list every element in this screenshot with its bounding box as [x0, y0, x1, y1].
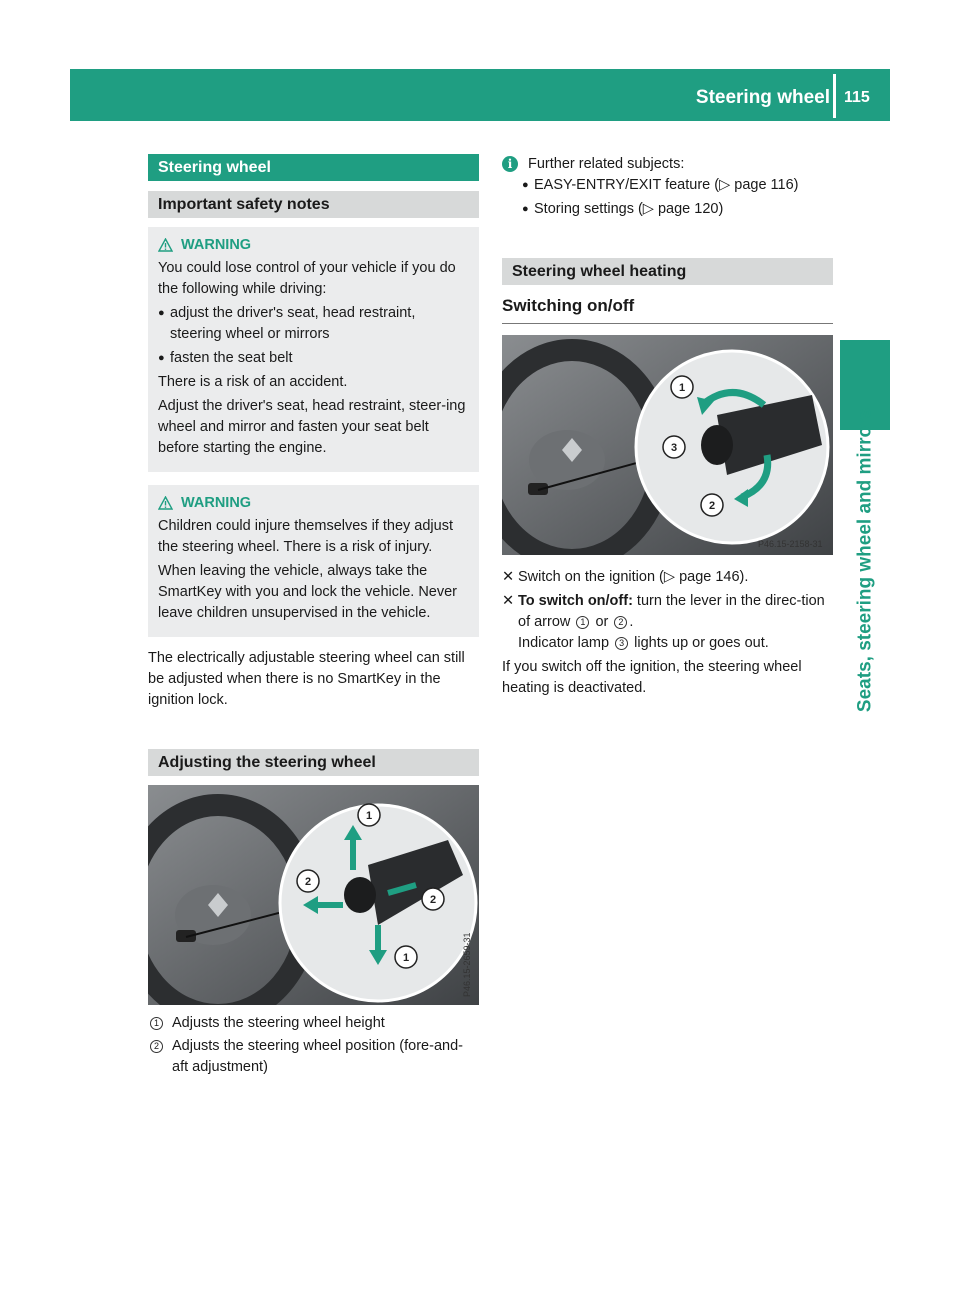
warning-risk: There is a risk of an accident. — [158, 374, 348, 390]
subsection-heading-heating: Steering wheel heating — [502, 258, 833, 285]
action-step: ✕ To switch on/off: turn the lever in the direc-tion of arrow 1 or 2 . Indicator lamp 3 lights up or goes out. — [502, 591, 833, 654]
subsection-heading-safety: Important safety notes — [148, 191, 479, 218]
bullet-icon: ● — [522, 203, 529, 215]
warning-intro: You could lose control of your vehicle if you do the following while driving: — [158, 260, 456, 297]
warning-text-smartkey: When leaving the vehicle, always take the SmartKey with you and lock the vehicle. Never leave children unsupervised in the vehicle. — [158, 563, 457, 621]
callout-1: 1 — [678, 382, 686, 394]
callout-1: 1 — [402, 952, 410, 964]
callout-2: 2 — [304, 876, 312, 888]
info-label: Further related subjects: — [528, 156, 685, 172]
list-item — [522, 199, 799, 220]
callout-number: 1 — [150, 1017, 163, 1030]
callout-2: 2 — [429, 894, 437, 906]
section-heading: Steering wheel — [148, 154, 479, 181]
paragraph-heating-deactivated: If you switch off the ignition, the steering wheel heating is deactivated. — [502, 659, 802, 696]
left-column — [148, 154, 479, 1080]
callout-2: 2 — [708, 500, 716, 512]
warning-box-1 — [148, 227, 479, 472]
header-title: Steering wheel — [695, 87, 830, 108]
warning-advice: Adjust the driver's seat, head restraint, steer-ing wheel and mirror and fasten your seat belt before starting the engine. — [158, 398, 466, 456]
steering-adjust-illustration — [148, 785, 479, 1005]
side-tab-label: Seats, steering wheel and mirrors — [854, 407, 876, 713]
callout-number: 1 — [576, 616, 589, 629]
page-number: 115 — [844, 89, 870, 106]
action-arrow-icon: ✕ — [502, 569, 515, 585]
list-item: ● adjust the driver's seat, head restraint, steering wheel or mirrors — [158, 303, 469, 345]
warning-triangle-icon — [158, 238, 173, 252]
subsection-heading-adjusting: Adjusting the steering wheel — [148, 749, 479, 776]
callout-1: 1 — [365, 810, 373, 822]
list-item: ● fasten the seat belt — [158, 348, 469, 369]
right-column — [502, 154, 833, 699]
heading-switching: Switching on/off — [502, 295, 833, 324]
info-block — [502, 154, 833, 223]
warning-box-2 — [148, 485, 479, 637]
bullet-icon: ● — [158, 352, 165, 364]
link-easy-entry[interactable]: EASY-ENTRY/EXIT feature (▷ page 116) — [534, 177, 799, 193]
info-icon: i — [502, 156, 518, 172]
warning-title: WARNING — [181, 237, 252, 253]
legend-item: 2 Adjusts the steering wheel position (fore-and-aft adjustment) — [148, 1036, 479, 1078]
bullet-icon: ● — [158, 307, 165, 319]
steering-heating-illustration — [502, 335, 833, 555]
paragraph-no-smartkey: The electrically adjustable steering wheel can still be adjusted when there is no SmartKey in the ignition lock. — [148, 650, 465, 708]
warning-title: WARNING — [181, 495, 252, 511]
list-item — [522, 175, 799, 196]
image-code: P46.15-2659-31 — [462, 932, 472, 997]
image-code: P46.15-2158-31 — [758, 539, 823, 549]
warning-triangle-icon — [158, 496, 173, 510]
warning-text-children: Children could injure themselves if they adjust the steering wheel. There is a risk of injury. — [158, 518, 453, 555]
bullet-icon: ● — [522, 179, 529, 191]
callout-number: 2 — [150, 1040, 163, 1053]
link-storing-settings[interactable]: Storing settings (▷ page 120) — [534, 201, 724, 217]
callout-number: 3 — [615, 637, 628, 650]
header-separator — [833, 74, 836, 118]
callout-3: 3 — [670, 442, 678, 454]
action-arrow-icon: ✕ — [502, 593, 515, 609]
legend-item: 1 Adjusts the steering wheel height — [148, 1013, 479, 1034]
action-step: ✕ Switch on the ignition (▷ page 146). — [502, 567, 833, 588]
callout-number: 2 — [614, 616, 627, 629]
